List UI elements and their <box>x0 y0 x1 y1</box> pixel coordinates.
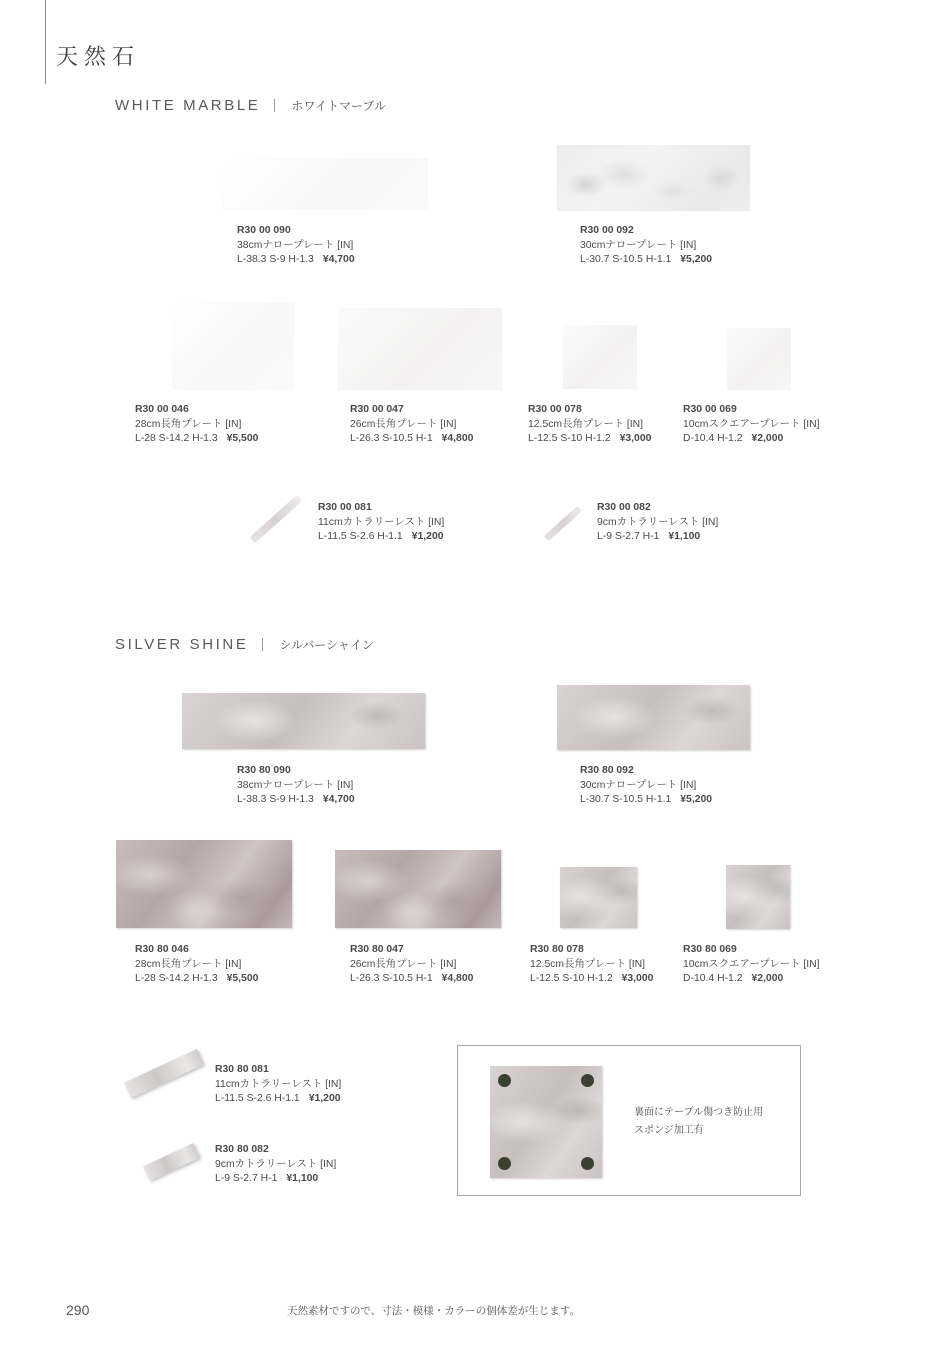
product-code: R30 00 078 <box>528 404 582 415</box>
product-image-white-9cm-cutlery-rest <box>544 506 583 542</box>
product-image-silver-11cm-cutlery-rest <box>124 1049 204 1098</box>
product-name: 38cmナロープレート [IN] <box>237 779 354 791</box>
product-code: R30 00 046 <box>135 404 189 415</box>
product-image-silver-38cm-narrow-plate <box>182 693 425 749</box>
product-dimensions: L-38.3 S-9 H-1.3 <box>237 254 314 266</box>
product-dimensions: L-28 S-14.2 H-1.3 <box>135 973 218 985</box>
product-price: ¥5,500 <box>226 433 259 445</box>
product-caption <box>530 943 653 987</box>
product-code: R30 80 046 <box>135 944 189 955</box>
product-caption <box>237 224 355 268</box>
product-name: 10cmスクエアープレート [IN] <box>683 958 820 970</box>
product-code: R30 80 078 <box>530 944 584 955</box>
product-name: 30cmナロープレート [IN] <box>580 779 697 791</box>
product-code: R30 00 047 <box>350 404 404 415</box>
product-price: ¥1,100 <box>668 531 701 543</box>
product-name: 11cmカトラリーレスト [IN] <box>215 1078 342 1090</box>
product-image-white-30cm-narrow-plate <box>557 145 750 211</box>
product-caption <box>683 943 820 987</box>
product-image-silver-30cm-narrow-plate <box>557 685 750 750</box>
product-price: ¥2,000 <box>751 973 784 985</box>
product-name: 9cmカトラリーレスト [IN] <box>597 516 719 528</box>
sponge-foot-icon <box>498 1074 511 1087</box>
product-code: R30 80 069 <box>683 944 737 955</box>
product-dimensions: L-11.5 S-2.6 H-1.1 <box>215 1093 300 1105</box>
product-price: ¥3,000 <box>619 433 652 445</box>
product-caption <box>215 1143 336 1187</box>
product-dimensions: L-30.7 S-10.5 H-1.1 <box>580 794 672 806</box>
product-caption <box>597 501 718 545</box>
product-image-white-38cm-narrow-plate <box>222 158 428 210</box>
product-dimensions: L-28 S-14.2 H-1.3 <box>135 433 218 445</box>
product-name: 28cm長角プレート [IN] <box>135 958 242 970</box>
product-dimensions: L-26.3 S-10.5 H-1 <box>350 433 433 445</box>
product-code: R30 80 081 <box>215 1064 269 1075</box>
section-heading-silver-shine <box>115 636 374 653</box>
product-price: ¥4,800 <box>441 433 474 445</box>
sponge-foot-icon <box>498 1157 511 1170</box>
product-price: ¥1,100 <box>286 1173 319 1185</box>
product-caption <box>135 403 258 447</box>
product-image-silver-26cm-rect-plate <box>335 850 501 928</box>
note-line-2: スポンジ加工有 <box>634 1125 704 1136</box>
product-image-white-12-5cm-rect-plate <box>563 325 637 389</box>
product-image-silver-9cm-cutlery-rest <box>143 1143 200 1181</box>
section-divider <box>274 99 275 112</box>
section-title-jp: ホワイトマーブル <box>291 99 386 113</box>
product-dimensions: L-9 S-2.7 H-1 <box>597 531 660 543</box>
product-name: 38cmナロープレート [IN] <box>237 239 354 251</box>
product-price: ¥5,200 <box>680 254 713 266</box>
section-title-jp: シルバーシャイン <box>279 638 374 652</box>
product-image-white-28cm-rect-plate <box>172 302 294 390</box>
section-heading-white-marble <box>115 97 386 114</box>
product-caption <box>215 1063 341 1107</box>
product-price: ¥1,200 <box>411 531 444 543</box>
product-code: R30 00 069 <box>683 404 737 415</box>
product-dimensions: L-12.5 S-10 H-1.2 <box>528 433 611 445</box>
product-price: ¥4,700 <box>322 794 355 806</box>
page-number: 290 <box>66 1302 90 1318</box>
product-caption <box>683 403 820 447</box>
page-title: 天然石 <box>56 45 141 70</box>
underside-note-text <box>634 1104 763 1140</box>
product-price: ¥4,700 <box>322 254 355 266</box>
product-name: 26cm長角プレート [IN] <box>350 418 457 430</box>
product-dimensions: L-9 S-2.7 H-1 <box>215 1173 278 1185</box>
product-price: ¥5,200 <box>680 794 713 806</box>
product-dimensions: L-11.5 S-2.6 H-1.1 <box>318 531 403 543</box>
product-dimensions: L-12.5 S-10 H-1.2 <box>530 973 613 985</box>
product-price: ¥1,200 <box>308 1093 341 1105</box>
product-dimensions: L-38.3 S-9 H-1.3 <box>237 794 314 806</box>
product-caption <box>135 943 258 987</box>
product-underside-image <box>490 1066 602 1178</box>
header-rule <box>45 0 46 84</box>
product-price: ¥5,500 <box>226 973 259 985</box>
product-name: 11cmカトラリーレスト [IN] <box>318 516 445 528</box>
product-dimensions: L-30.7 S-10.5 H-1.1 <box>580 254 672 266</box>
product-image-silver-10cm-square-plate <box>726 865 790 929</box>
product-name: 28cm長角プレート [IN] <box>135 418 242 430</box>
product-caption <box>580 764 712 808</box>
product-code: R30 00 082 <box>597 502 651 513</box>
product-caption <box>350 403 473 447</box>
product-code: R30 80 092 <box>580 765 634 776</box>
product-price: ¥3,000 <box>621 973 654 985</box>
product-caption <box>350 943 473 987</box>
product-name: 9cmカトラリーレスト [IN] <box>215 1158 337 1170</box>
product-name: 26cm長角プレート [IN] <box>350 958 457 970</box>
product-price: ¥4,800 <box>441 973 474 985</box>
product-image-silver-28cm-rect-plate <box>116 840 292 928</box>
product-caption <box>237 764 355 808</box>
product-caption <box>318 501 444 545</box>
product-code: R30 00 092 <box>580 225 634 236</box>
product-image-white-11cm-cutlery-rest <box>250 495 303 544</box>
note-line-1: 裏面にテーブル傷つき防止用 <box>634 1107 764 1118</box>
product-code: R30 80 082 <box>215 1144 269 1155</box>
sponge-foot-icon <box>581 1074 594 1087</box>
product-dimensions: D-10.4 H-1.2 <box>683 973 743 985</box>
product-name: 10cmスクエアープレート [IN] <box>683 418 820 430</box>
product-image-white-26cm-rect-plate <box>338 308 502 390</box>
product-price: ¥2,000 <box>751 433 784 445</box>
product-dimensions: D-10.4 H-1.2 <box>683 433 743 445</box>
product-name: 12.5cm長角プレート [IN] <box>528 418 644 430</box>
product-caption <box>528 403 651 447</box>
product-name: 12.5cm長角プレート [IN] <box>530 958 646 970</box>
section-title-en: WHITE MARBLE <box>115 97 261 114</box>
section-divider <box>262 638 263 651</box>
product-caption <box>580 224 712 268</box>
product-code: R30 00 090 <box>237 225 291 236</box>
product-image-silver-12-5cm-rect-plate <box>560 867 637 928</box>
footer-note: 天然素材ですので、寸法・模様・カラーの個体差が生じます。 <box>287 1305 580 1317</box>
product-image-white-10cm-square-plate <box>727 328 791 390</box>
product-code: R30 00 081 <box>318 502 372 513</box>
section-title-en: SILVER SHINE <box>115 636 249 653</box>
underside-note-box <box>457 1045 801 1196</box>
sponge-foot-icon <box>581 1157 594 1170</box>
product-name: 30cmナロープレート [IN] <box>580 239 697 251</box>
product-code: R30 80 047 <box>350 944 404 955</box>
product-dimensions: L-26.3 S-10.5 H-1 <box>350 973 433 985</box>
product-code: R30 80 090 <box>237 765 291 776</box>
